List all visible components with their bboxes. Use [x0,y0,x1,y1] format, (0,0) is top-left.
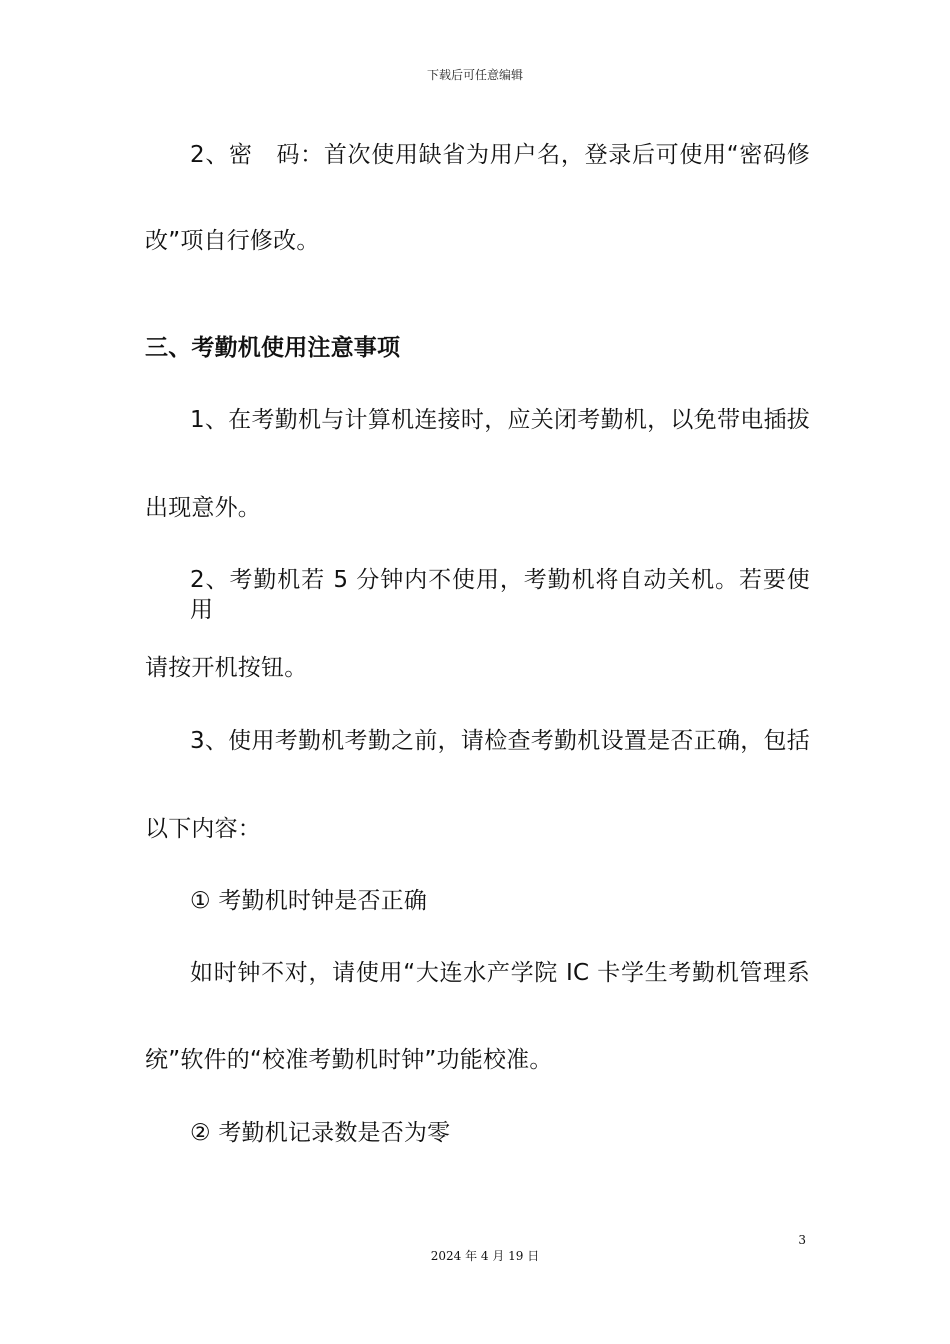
paragraph-line: 请按开机按钮。 [145,655,308,681]
paragraph-line: 1、在考勤机与计算机连接时，应关闭考勤机，以免带电插拔 [190,407,810,433]
paragraph-line: 2、密 码：首次使用缺省为用户名，登录后可使用“密码修 [190,142,810,168]
paragraph-line: 以下内容： [145,816,261,842]
list-item: ② 考勤机记录数是否为零 [190,1120,451,1146]
section-heading: 三、考勤机使用注意事项 [145,335,401,361]
footer-date: 2024 年 4 月 19 日 [430,1249,540,1263]
list-item: ① 考勤机时钟是否正确 [190,888,428,914]
paragraph-line: 出现意外。 [145,495,261,521]
paragraph-line: 如时钟不对，请使用“大连水产学院 IC 卡学生考勤机管理系 [190,960,810,986]
paragraph-line: 改”项自行修改。 [145,228,320,254]
paragraph-line: 统”软件的“校准考勤机时钟”功能校准。 [145,1047,553,1073]
page-header: 下载后可任意编辑 [426,68,523,82]
page-number: 3 [798,1233,806,1247]
paragraph-line: 2、考勤机若 5 分钟内不使用，考勤机将自动关机。若要使用 [190,567,810,623]
paragraph-line: 3、使用考勤机考勤之前，请检查考勤机设置是否正确，包括 [190,728,810,754]
